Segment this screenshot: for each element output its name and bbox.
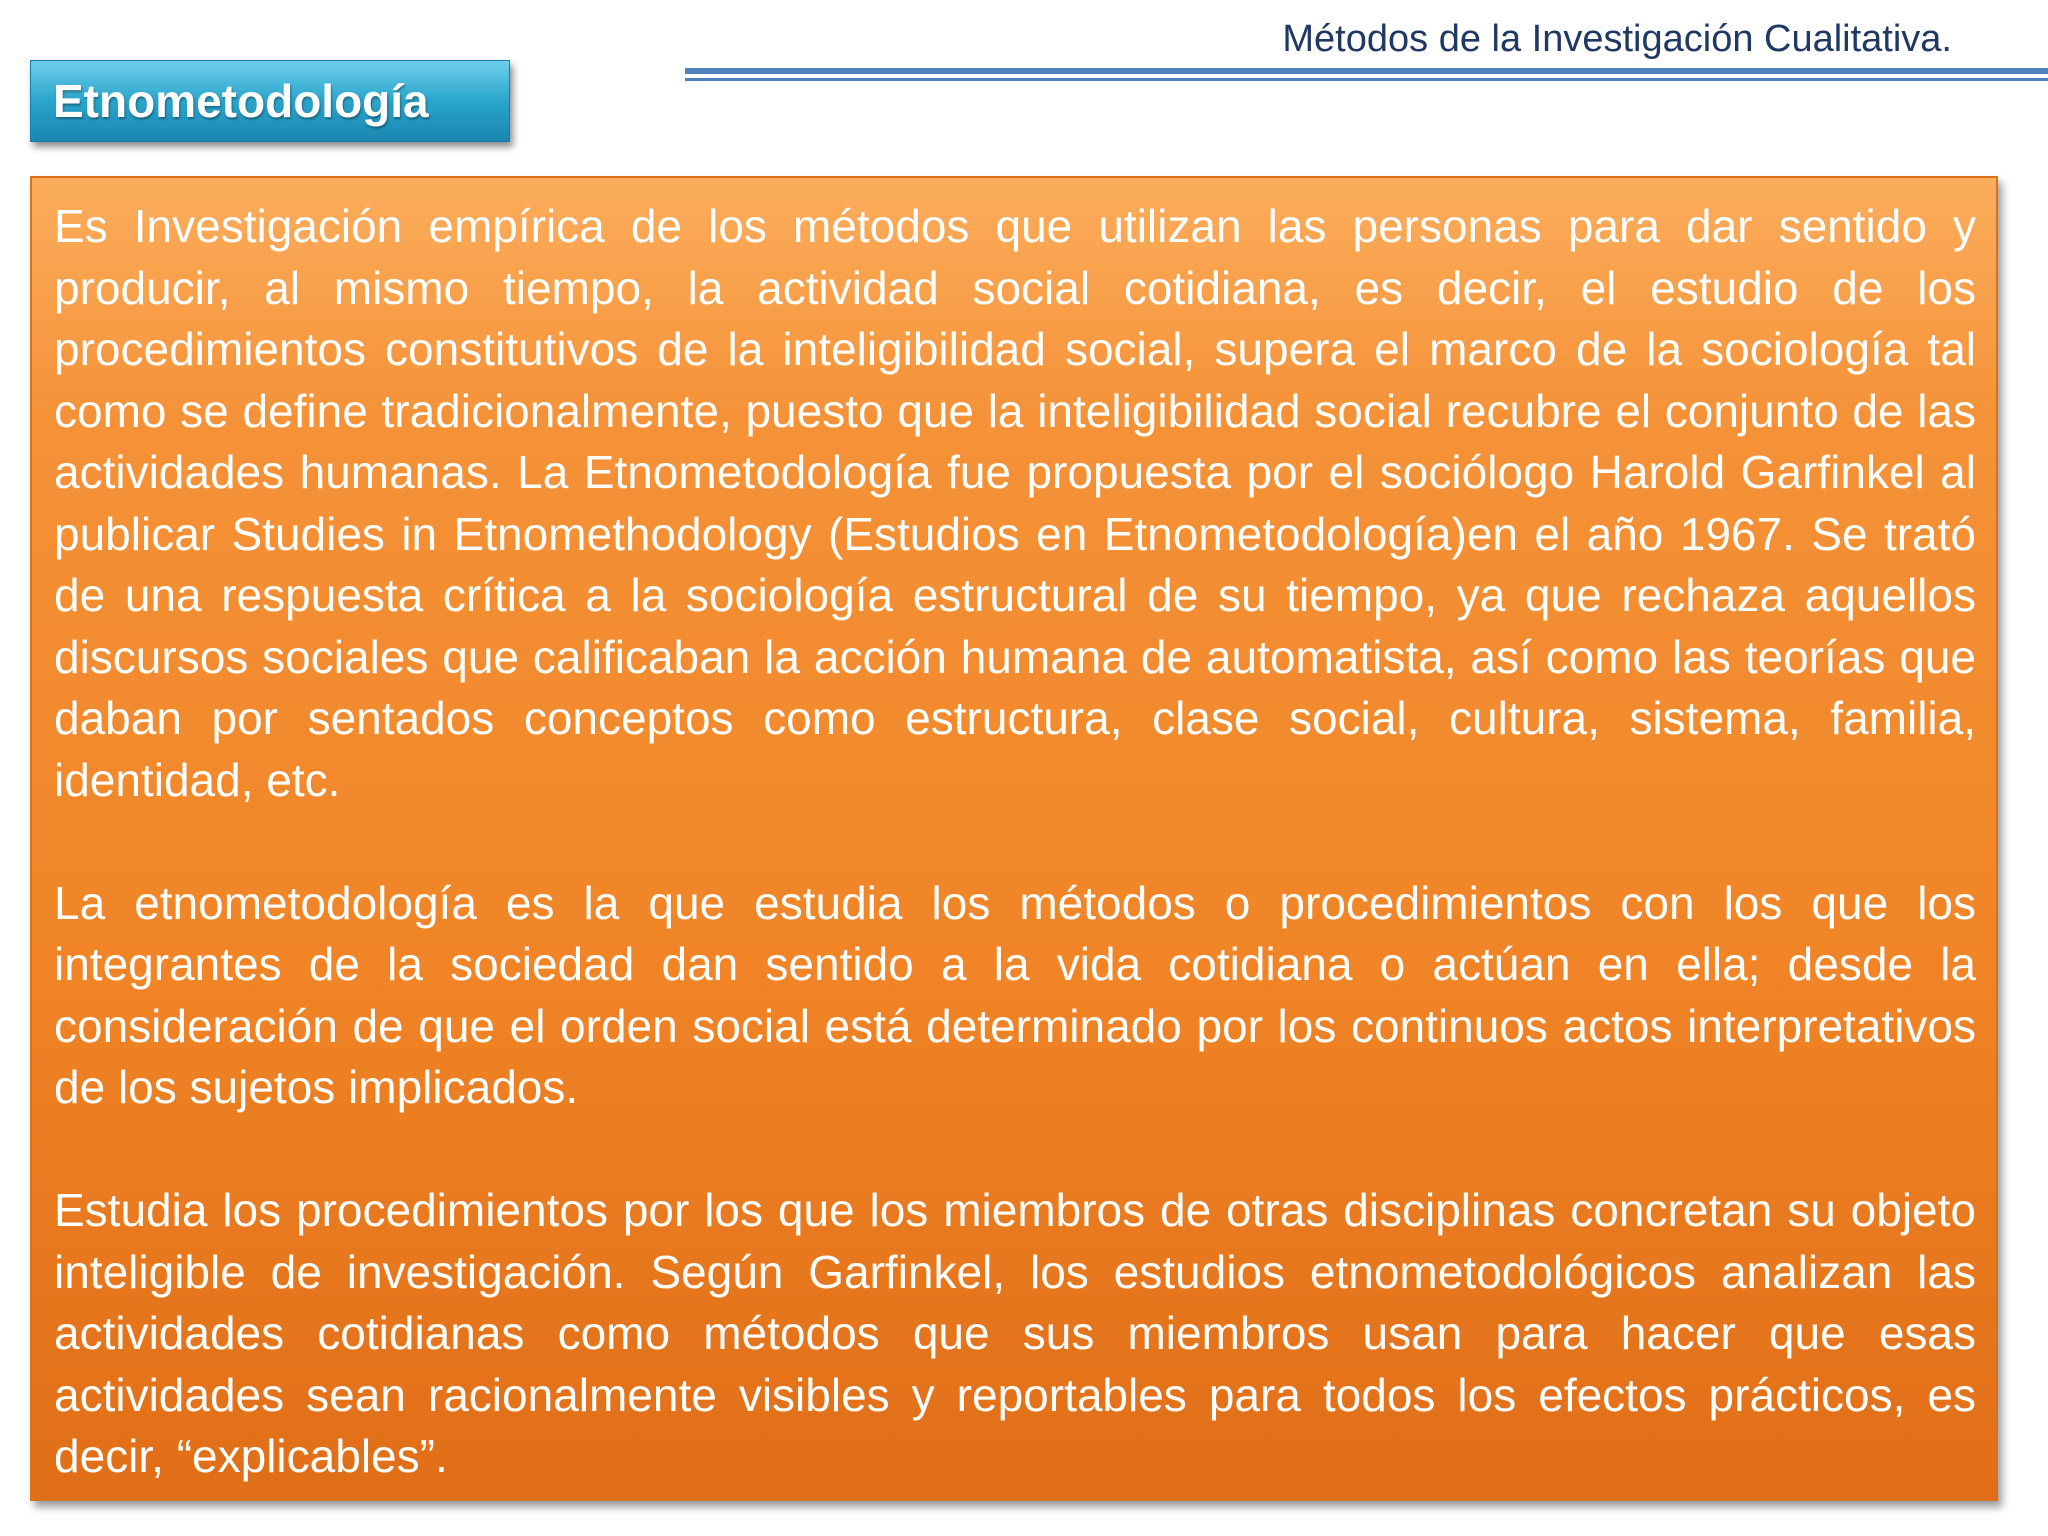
slide-title: Etnometodología [53,75,429,127]
content-panel [30,176,1998,1501]
paragraph-garfinkel: Estudia los procedimientos por los que los miembros de otras disciplinas concretan su objeto inteligible de investigación. Según Garfinkel, los estudios etnometodológicos analizan las actividades cotidianas como métodos que sus miembros usan para hacer que esas actividades sean racionalmente visibles y reportables para todos los efectos prácticos, es decir, “explicables”. [54,1184,1976,1482]
slide-title-box [30,60,510,142]
header-divider-thin [685,78,2048,81]
course-title: Métodos de la Investigación Cualitativa. [1282,18,1952,60]
paragraph-definition: Es Investigación empírica de los métodos que utilizan las personas para dar sentido y producir, al mismo tiempo, la actividad social cotidiana, es decir, el estudio de los procedimientos constitutivos de la inteligibilidad social, supera el marco de la sociología tal como se define tradicionalmente, puesto que la inteligibilidad social recubre el conjunto de las actividades humanas. La Etnometodología fue propuesta por el sociólogo Harold Garfinkel al publicar Studies in Etnomethodology (Estudios en Etnometodología)en el año 1967. Se trató de una respuesta crítica a la sociología estructural de su tiempo, ya que rechaza aquellos discursos sociales que calificaban la acción humana de automatista, así como las teorías que daban por sentados conceptos como estructura, clase social, cultura, sistema, familia, identidad, etc. [54,200,1976,806]
header-divider [685,68,2048,82]
paragraph-methods: La etnometodología es la que estudia los métodos o procedimientos con los que los integrantes de la sociedad dan sentido a la vida cotidiana o actúan en ella; desde la consideración de que el orden social está determinado por los continuos actos interpretativos de los sujetos implicados. [54,876,1976,1113]
header-divider-thick [685,68,2048,74]
